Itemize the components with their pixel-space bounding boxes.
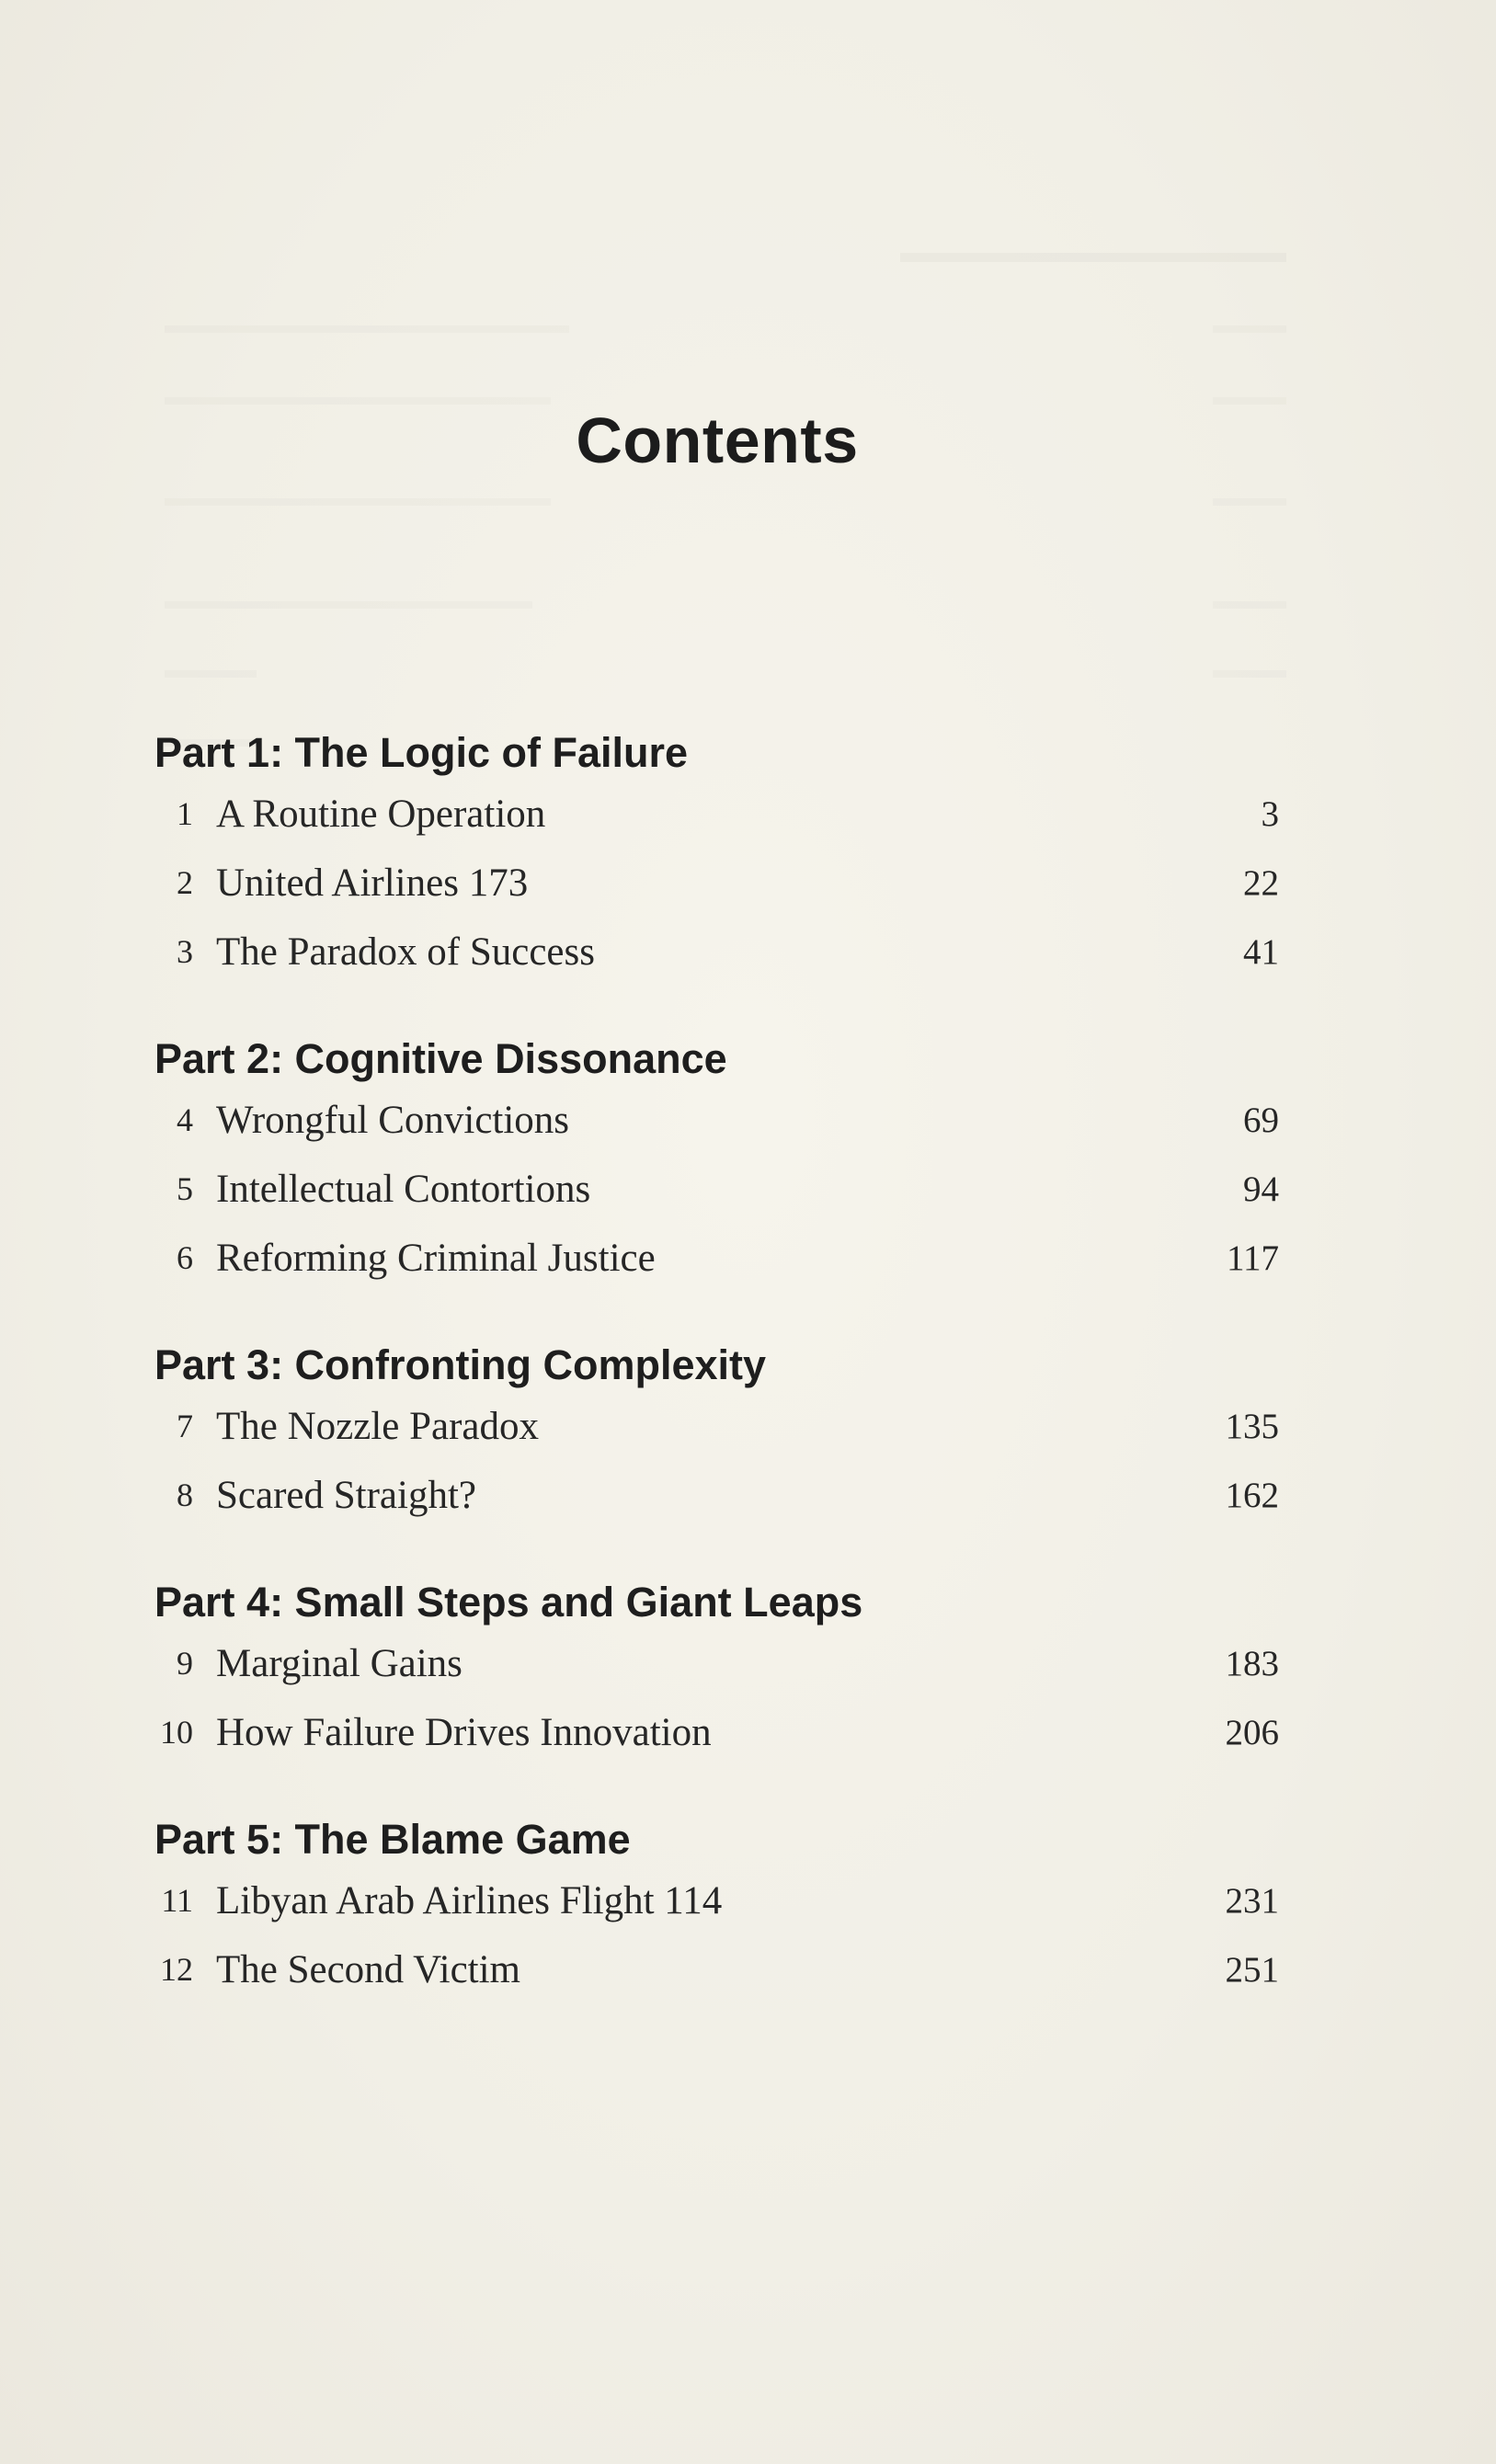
- chapter-title: Scared Straight?: [216, 1474, 476, 1517]
- chapter-number: 8: [177, 1477, 193, 1513]
- show-through-decoration: [165, 303, 1286, 333]
- page-number: 22: [1243, 863, 1279, 903]
- table-of-contents: [154, 726, 1279, 2050]
- chapter-number: 4: [177, 1101, 193, 1138]
- page-number: 69: [1243, 1101, 1279, 1140]
- chapter-number: 3: [177, 933, 193, 970]
- toc-entry: [154, 1935, 1279, 2004]
- show-through-decoration: [165, 579, 1286, 609]
- toc-entry: [154, 1224, 1279, 1293]
- chapter-title: The Second Victim: [216, 1948, 521, 1991]
- toc-entry: [154, 1155, 1279, 1224]
- chapter-title: Marginal Gains: [216, 1642, 463, 1685]
- show-through-decoration: [165, 648, 1286, 678]
- page-number: 162: [1225, 1476, 1279, 1515]
- chapter-title: How Failure Drives Innovation: [216, 1711, 712, 1754]
- toc-entry: [154, 1461, 1279, 1530]
- show-through-decoration: [165, 225, 1286, 262]
- page-number: 94: [1243, 1169, 1279, 1209]
- part-title: Part 2: Cognitive Dissonance: [154, 1035, 727, 1082]
- toc-part: [154, 1576, 1279, 1767]
- chapter-number: 9: [177, 1645, 193, 1682]
- page-number: 3: [1261, 794, 1279, 834]
- chapter-number: 10: [160, 1714, 193, 1751]
- page-number: 231: [1225, 1881, 1279, 1921]
- chapter-title: United Airlines 173: [216, 861, 529, 905]
- toc-entry: [154, 1698, 1279, 1767]
- page-number: 117: [1226, 1238, 1279, 1278]
- chapter-number: 6: [177, 1239, 193, 1276]
- part-title: Part 1: The Logic of Failure: [154, 729, 689, 776]
- page-number: 135: [1225, 1407, 1279, 1446]
- page-number: 41: [1243, 932, 1279, 972]
- show-through-decoration: [165, 476, 1286, 506]
- page-number: 206: [1225, 1713, 1279, 1752]
- chapter-number: 1: [177, 795, 193, 832]
- part-title: Part 5: The Blame Game: [154, 1816, 631, 1863]
- chapter-title: Reforming Criminal Justice: [216, 1237, 656, 1280]
- toc-entry: [154, 918, 1279, 987]
- chapter-title: Intellectual Contortions: [216, 1168, 591, 1211]
- chapter-number: 12: [160, 1951, 193, 1988]
- chapter-number: 11: [161, 1882, 193, 1919]
- chapter-title: The Paradox of Success: [216, 930, 595, 974]
- toc-part: [154, 1339, 1279, 1530]
- toc-entry: [154, 780, 1279, 849]
- chapter-number: 2: [177, 864, 193, 901]
- page-number: 251: [1225, 1950, 1279, 1990]
- chapter-title: The Nozzle Paradox: [216, 1405, 540, 1448]
- chapter-number: 7: [177, 1408, 193, 1444]
- toc-entry: [154, 1866, 1279, 1935]
- toc-entry: [154, 849, 1279, 918]
- chapter-title: A Routine Operation: [216, 793, 546, 836]
- chapter-title: Libyan Arab Airlines Flight 114: [216, 1879, 723, 1922]
- toc-entry: [154, 1086, 1279, 1155]
- toc-entry: [154, 1629, 1279, 1698]
- page-title: Contents: [576, 404, 859, 476]
- show-through-decoration: [165, 375, 1286, 405]
- part-title: Part 4: Small Steps and Giant Leaps: [154, 1579, 863, 1626]
- page-number: 183: [1225, 1644, 1279, 1683]
- toc-entry: [154, 1392, 1279, 1461]
- chapter-title: Wrongful Convictions: [216, 1099, 570, 1142]
- toc-part: [154, 1813, 1279, 2004]
- chapter-number: 5: [177, 1170, 193, 1207]
- toc-part: [154, 1032, 1279, 1293]
- part-title: Part 3: Confronting Complexity: [154, 1341, 767, 1388]
- toc-part: [154, 726, 1279, 987]
